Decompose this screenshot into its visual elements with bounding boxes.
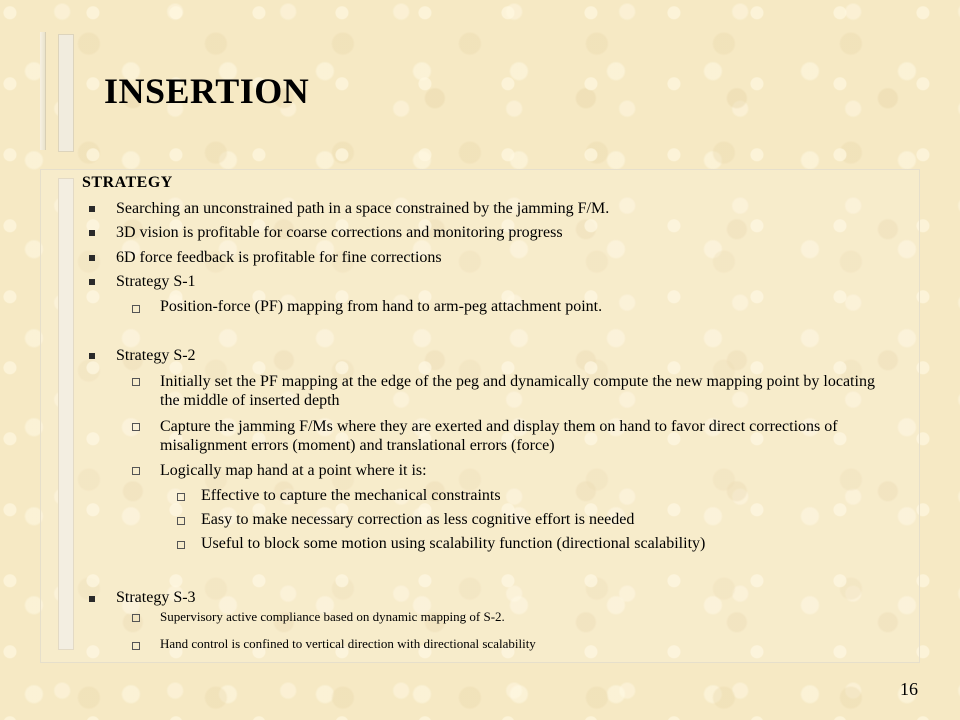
list-item: Strategy S-1 xyxy=(116,273,196,290)
bullet-hollow-square-icon xyxy=(132,467,140,475)
list-item: Easy to make necessary correction as less cognitive effort is needed xyxy=(201,511,635,528)
bullet-square-icon xyxy=(89,255,95,261)
page-number: 16 xyxy=(900,679,918,699)
list-item: Initially set the PF mapping at the edge of the peg and dynamically compute the new mapping point by locating the middle of inserted depth xyxy=(160,373,875,409)
list-item: Strategy S-2 xyxy=(116,347,196,364)
list-item: 3D vision is profitable for coarse corrections and monitoring progress xyxy=(116,224,563,241)
bullet-square-icon xyxy=(89,206,95,212)
section-heading: STRATEGY xyxy=(82,174,173,191)
bullet-hollow-square-icon xyxy=(177,541,185,549)
bullet-hollow-square-icon xyxy=(132,423,140,431)
list-item: Logically map hand at a point where it is: xyxy=(160,462,427,479)
bullet-hollow-square-icon xyxy=(132,305,140,313)
slide-title: INSERTION xyxy=(104,71,310,111)
list-item: 6D force feedback is profitable for fine corrections xyxy=(116,249,442,266)
decorative-bar-top xyxy=(58,34,74,152)
bullet-square-icon xyxy=(89,596,95,602)
decorative-bar-outer xyxy=(40,32,46,150)
list-item: Searching an unconstrained path in a space constrained by the jamming F/M. xyxy=(116,200,610,217)
bullet-hollow-square-icon xyxy=(177,517,185,525)
list-item: Effective to capture the mechanical constraints xyxy=(201,487,501,504)
bullet-square-icon xyxy=(89,230,95,236)
bullet-hollow-square-icon xyxy=(132,614,140,622)
list-item: Capture the jamming F/Ms where they are exerted and display them on hand to favor direct corrections of misalignment errors (moment) and translational errors (force) xyxy=(160,418,838,454)
list-item: Position-force (PF) mapping from hand to arm-peg attachment point. xyxy=(160,298,603,315)
bullet-hollow-square-icon xyxy=(132,378,140,386)
list-item: Supervisory active compliance based on dynamic mapping of S-2. xyxy=(160,609,505,624)
list-item: Hand control is confined to vertical direction with directional scalability xyxy=(160,636,536,651)
bullet-square-icon xyxy=(89,279,95,285)
list-item: Strategy S-3 xyxy=(116,589,196,606)
bullet-hollow-square-icon xyxy=(132,642,140,650)
bullet-square-icon xyxy=(89,353,95,359)
bullet-hollow-square-icon xyxy=(177,493,185,501)
list-item: Useful to block some motion using scalability function (directional scalability) xyxy=(201,535,706,552)
